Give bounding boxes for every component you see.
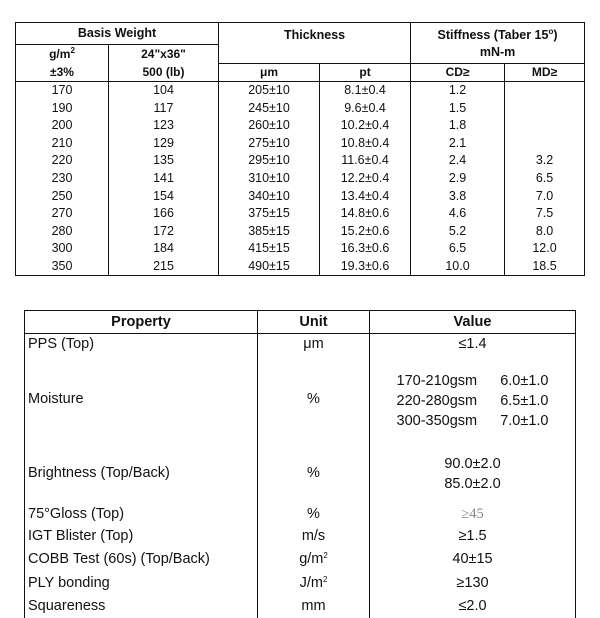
squareness-property: Squareness bbox=[25, 596, 258, 618]
moisture-row bbox=[25, 355, 576, 445]
table-row bbox=[16, 152, 585, 170]
cell-pt: 10.8±0.4 bbox=[320, 134, 411, 152]
cell-md: 7.0 bbox=[505, 187, 585, 205]
cell-cd: 6.5 bbox=[411, 240, 505, 258]
cell-md bbox=[505, 99, 585, 117]
cell-gsm: 270 bbox=[16, 205, 109, 223]
cell-um: 375±15 bbox=[219, 205, 320, 223]
cobb-unit: $g/m^2$ bbox=[258, 548, 370, 572]
squareness-unit: mm bbox=[258, 596, 370, 618]
cell-md: 3.2 bbox=[505, 152, 585, 170]
cd-header: CD≥ bbox=[411, 63, 505, 81]
cell-md: 12.0 bbox=[505, 240, 585, 258]
cell-gsm: 220 bbox=[16, 152, 109, 170]
cobb-row bbox=[25, 548, 576, 572]
cell-gsm: 230 bbox=[16, 169, 109, 187]
cell-um: 275±10 bbox=[219, 134, 320, 152]
cell-pt: 12.2±0.4 bbox=[320, 169, 411, 187]
table-row bbox=[16, 240, 585, 258]
cell-cd: 10.0 bbox=[411, 257, 505, 275]
cell-gsm: 200 bbox=[16, 117, 109, 135]
pt-header: pt bbox=[320, 63, 411, 81]
cell-um: 295±10 bbox=[219, 152, 320, 170]
property-col-header: Property bbox=[25, 311, 258, 334]
cell-md: 18.5 bbox=[505, 257, 585, 275]
table-row bbox=[16, 187, 585, 205]
cell-pt: 13.4±0.4 bbox=[320, 187, 411, 205]
ream-lb-header: 500 (lb) bbox=[109, 63, 219, 81]
gloss-row bbox=[25, 503, 576, 526]
cell-lb: 166 bbox=[109, 205, 219, 223]
table-row bbox=[16, 134, 585, 152]
cobb-property: COBB Test (60s) (Top/Back) bbox=[25, 548, 258, 572]
moisture-values: 170-210gsm 6.0±1.0 220-280gsm 6.5±1.0 300-350gsm 7.0±1.0 bbox=[370, 355, 576, 445]
table-row bbox=[16, 117, 585, 135]
cell-pt: 11.6±0.4 bbox=[320, 152, 411, 170]
cell-gsm: 170 bbox=[16, 81, 109, 99]
cell-lb: 172 bbox=[109, 222, 219, 240]
value-col-header: Value bbox=[370, 311, 576, 334]
igt-row bbox=[25, 526, 576, 548]
cell-cd: 4.6 bbox=[411, 205, 505, 223]
gloss-value: ≥45 bbox=[370, 503, 576, 526]
cell-um: 205±10 bbox=[219, 81, 320, 99]
table-row bbox=[16, 81, 585, 99]
thickness-header: Thickness bbox=[219, 23, 411, 64]
cell-pt: 15.2±0.6 bbox=[320, 222, 411, 240]
cell-pt: 16.3±0.6 bbox=[320, 240, 411, 258]
cell-um: 260±10 bbox=[219, 117, 320, 135]
stiffness-unit: mN-m bbox=[479, 45, 516, 59]
cell-lb: 154 bbox=[109, 187, 219, 205]
cell-cd: 3.8 bbox=[411, 187, 505, 205]
brightness-property: Brightness (Top/Back) bbox=[25, 445, 258, 503]
ply-unit: $J/m^2$ bbox=[258, 572, 370, 596]
cell-lb: 123 bbox=[109, 117, 219, 135]
cell-um: 490±15 bbox=[219, 257, 320, 275]
cell-pt: 14.8±0.6 bbox=[320, 205, 411, 223]
cell-lb: 135 bbox=[109, 152, 219, 170]
unit-col-header: Unit bbox=[258, 311, 370, 334]
cell-um: 415±15 bbox=[219, 240, 320, 258]
cell-md: 6.5 bbox=[505, 169, 585, 187]
cell-um: 385±15 bbox=[219, 222, 320, 240]
cell-lb: 129 bbox=[109, 134, 219, 152]
gsm-header: $g/m^2$ bbox=[16, 45, 109, 64]
pps-unit: μm bbox=[258, 334, 370, 355]
brightness-unit: % bbox=[258, 445, 370, 503]
cell-lb: 104 bbox=[109, 81, 219, 99]
cell-gsm: 300 bbox=[16, 240, 109, 258]
ply-property: PLY bonding bbox=[25, 572, 258, 596]
squareness-row bbox=[25, 596, 576, 618]
cell-lb: 117 bbox=[109, 99, 219, 117]
cell-pt: 9.6±0.4 bbox=[320, 99, 411, 117]
igt-value: ≥1.5 bbox=[370, 526, 576, 548]
pps-property: PPS (Top) bbox=[25, 334, 258, 355]
pps-value: ≤1.4 bbox=[370, 334, 576, 355]
cell-md bbox=[505, 134, 585, 152]
property-table bbox=[24, 310, 576, 618]
cell-um: 245±10 bbox=[219, 99, 320, 117]
cell-md bbox=[505, 81, 585, 99]
gloss-property: 75°Gloss (Top) bbox=[25, 503, 258, 526]
basis-weight-header: Basis Weight bbox=[16, 23, 219, 45]
ply-value: ≥130 bbox=[370, 572, 576, 596]
squareness-value: ≤2.0 bbox=[370, 596, 576, 618]
cell-lb: 184 bbox=[109, 240, 219, 258]
table-row bbox=[16, 99, 585, 117]
cell-gsm: 250 bbox=[16, 187, 109, 205]
cell-pt: 19.3±0.6 bbox=[320, 257, 411, 275]
cell-cd: 2.9 bbox=[411, 169, 505, 187]
pps-row bbox=[25, 334, 576, 355]
table-row bbox=[16, 169, 585, 187]
cell-md: 7.5 bbox=[505, 205, 585, 223]
cell-gsm: 210 bbox=[16, 134, 109, 152]
gsm-tolerance-header: ±3% bbox=[16, 63, 109, 81]
cell-pt: 8.1±0.4 bbox=[320, 81, 411, 99]
gloss-unit: % bbox=[258, 503, 370, 526]
cell-md: 8.0 bbox=[505, 222, 585, 240]
cell-md bbox=[505, 117, 585, 135]
basis-weight-thickness-stiffness-table bbox=[15, 22, 585, 276]
cell-pt: 10.2±0.4 bbox=[320, 117, 411, 135]
cell-um: 310±10 bbox=[219, 169, 320, 187]
igt-unit: m/s bbox=[258, 526, 370, 548]
stiffness-header: Stiffness (Taber 15$^o$) mN-m bbox=[411, 23, 585, 64]
ream-size-header: 24"x36" bbox=[109, 45, 219, 64]
moisture-property: Moisture bbox=[25, 355, 258, 445]
cobb-value: 40±15 bbox=[370, 548, 576, 572]
table-row bbox=[16, 257, 585, 275]
cell-gsm: 350 bbox=[16, 257, 109, 275]
igt-property: IGT Blister (Top) bbox=[25, 526, 258, 548]
ply-row bbox=[25, 572, 576, 596]
table-row bbox=[16, 222, 585, 240]
cell-cd: 5.2 bbox=[411, 222, 505, 240]
cell-lb: 215 bbox=[109, 257, 219, 275]
table-row bbox=[16, 205, 585, 223]
cell-gsm: 190 bbox=[16, 99, 109, 117]
cell-gsm: 280 bbox=[16, 222, 109, 240]
md-header: MD≥ bbox=[505, 63, 585, 81]
um-header: μm bbox=[219, 63, 320, 81]
cell-um: 340±10 bbox=[219, 187, 320, 205]
cell-lb: 141 bbox=[109, 169, 219, 187]
moisture-unit: % bbox=[258, 355, 370, 445]
cell-cd: 2.1 bbox=[411, 134, 505, 152]
cell-cd: 1.8 bbox=[411, 117, 505, 135]
brightness-row bbox=[25, 445, 576, 503]
brightness-values: 90.0±2.0 85.0±2.0 bbox=[370, 445, 576, 503]
cell-cd: 2.4 bbox=[411, 152, 505, 170]
cell-cd: 1.2 bbox=[411, 81, 505, 99]
cell-cd: 1.5 bbox=[411, 99, 505, 117]
